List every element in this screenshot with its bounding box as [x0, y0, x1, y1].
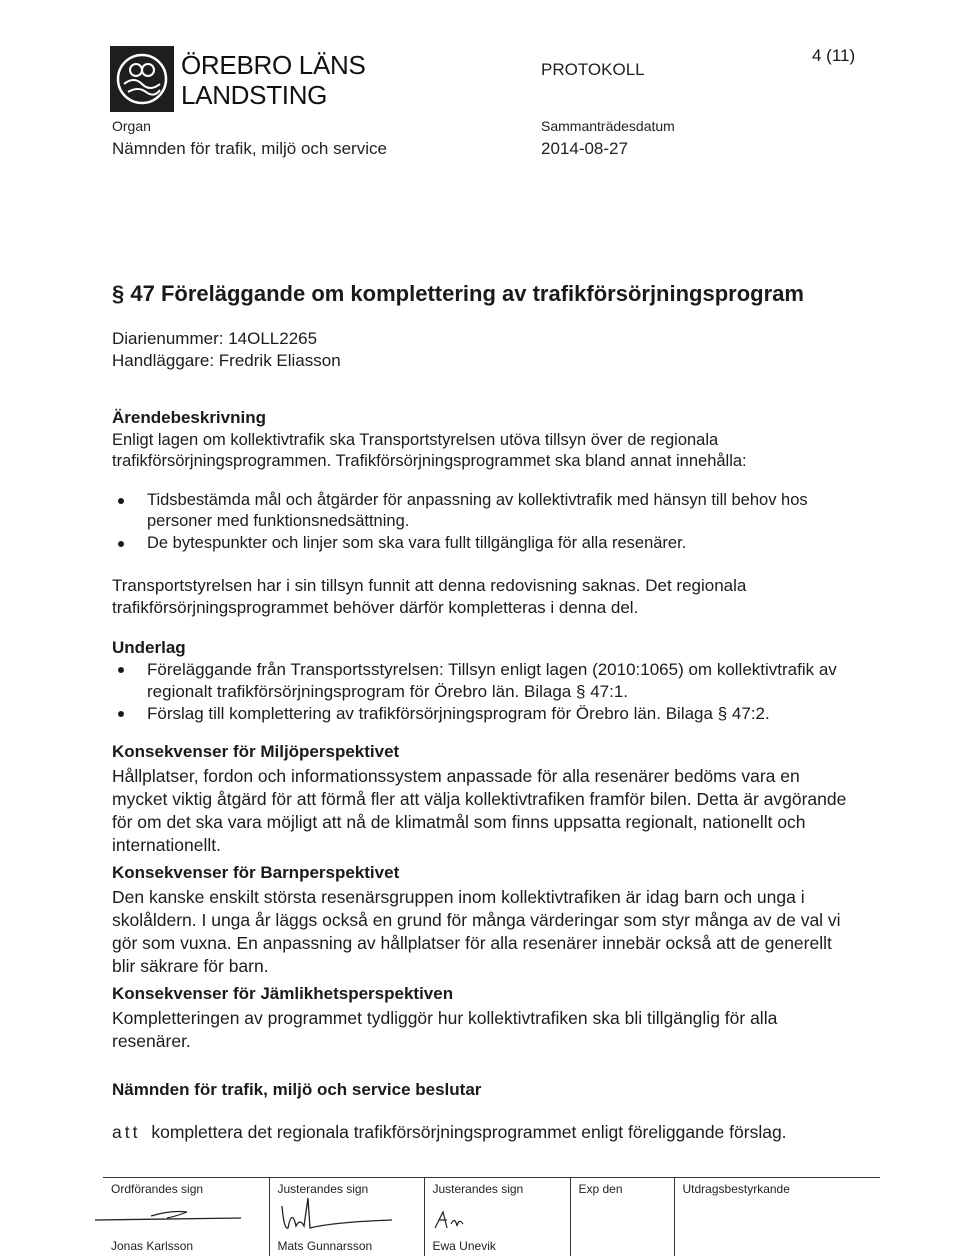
arende-line-2: trafikförsörjningsprogrammen. Trafikförsörjningsprogrammet ska bland annat innehålla:	[112, 452, 747, 470]
jamlikhet-line-2: resenärer.	[112, 1031, 191, 1051]
beslut-text	[112, 1121, 787, 1144]
handlaggare: Handläggare: Fredrik Eliasson	[112, 351, 341, 370]
signature-table	[103, 1177, 880, 1256]
adjuster2-name: Ewa Unevik	[432, 1239, 496, 1253]
beslut-statement: komplettera det regionala trafikförsörjningsprogrammet enligt föreliggande förslag.	[151, 1122, 787, 1142]
barn-heading: Konsekvenser för Barnperspektivet	[112, 863, 400, 882]
miljo-line-3: för om det ska vara möjligt att nå de klimatmål som finns uppsatta regionalt, nationellt och	[112, 812, 806, 832]
date-label: Sammanträdesdatum	[541, 118, 675, 134]
beslut-heading: Nämnden för trafik, miljö och service beslutar	[112, 1080, 482, 1099]
adjuster1-signature-mark	[274, 1188, 404, 1236]
underlag-heading: Underlag	[112, 638, 186, 657]
underlag-b1-line1: Föreläggande från Transportsstyrelsen: Tillsyn enligt lagen (2010:1065) om kollektivtrafik av	[147, 660, 837, 679]
jamlikhet-heading: Konsekvenser för Jämlikhetsperspektiven	[112, 984, 454, 1003]
paragraph-title	[112, 281, 804, 307]
arende-line-1: Enligt lagen om kollektivtrafik ska Transportstyrelsen utöva tillsyn över de regionala	[112, 431, 719, 449]
date-value: 2014-08-27	[541, 139, 628, 158]
landsting-logo	[110, 46, 174, 112]
logo-wordmark	[181, 50, 366, 110]
arende-bullet-2: De bytespunkter och linjer som ska vara fullt tillgängliga för alla resenärer.	[147, 534, 687, 552]
underlag-b2-text: Förslag till komplettering av trafikförsörjningsprogram för Örebro län. Bilaga	[147, 704, 713, 723]
doc-type: PROTOKOLL	[541, 60, 645, 79]
underlag-b2	[147, 703, 770, 725]
barn-line-2: skolåldern. I unga år läggs också en grund för många värderingar som styr många av de val vi	[112, 910, 841, 930]
underlag-b1-text: regionalt trafikförsörjningsprogram för Örebro län. Bilaga	[147, 682, 572, 701]
organ-value: Nämnden för trafik, miljö och service	[112, 139, 387, 158]
barn-line-1: Den kanske enskilt största resenärsgruppen inom kollektivtrafiken är idag barn och unga i	[112, 887, 805, 907]
att-marker: att	[112, 1122, 141, 1142]
adjuster2-sign-label: Justerandes sign	[432, 1182, 524, 1196]
chair-sign-label: Ordförandes sign	[111, 1182, 204, 1196]
logo-text-line2: LANDSTING	[181, 80, 328, 110]
miljo-line-1: Hållplatser, fordon och informationssystem anpassade för alla resenärer bedöms vara en	[112, 766, 800, 786]
miljo-heading: Konsekvenser för Miljöperspektivet	[112, 742, 400, 761]
bullet-dot	[118, 498, 124, 504]
barn-line-4: blir säkrare för barn.	[112, 956, 269, 976]
signature-cell-adjuster-2	[424, 1178, 570, 1256]
section-symbol: §	[576, 682, 586, 701]
jamlikhet-line-1: Kompletteringen av programmet tydliggör hur kollektivtrafiken ska bli tillgänglig för alla	[112, 1008, 778, 1028]
section-symbol: §	[112, 281, 125, 306]
adjuster1-sign-label: Justerandes sign	[277, 1182, 369, 1196]
signature-cell-utdrag	[674, 1178, 880, 1256]
signature-cell-adjuster-1	[269, 1178, 424, 1256]
utdrag-label: Utdragsbestyrkande	[682, 1182, 790, 1196]
logo-emblem-icon	[110, 46, 174, 112]
chair-name: Jonas Karlsson	[111, 1239, 194, 1253]
arende-after-1: Transportstyrelsen har i sin tillsyn funnit att denna redovisning saknas. Det regionala	[112, 576, 747, 595]
signature-cell-exp	[570, 1178, 674, 1256]
arende-bullet-1-line-1: Tidsbestämda mål och åtgärder för anpassning av kollektivtrafik med hänsyn till behov hos	[147, 491, 808, 509]
bullet-dot	[118, 667, 124, 673]
page-number: 4 (11)	[812, 46, 856, 65]
logo-text-line1: ÖREBRO LÄNS	[181, 50, 366, 80]
miljo-line-2: mycket viktig åtgärd för att förmå fler att välja kollektivtrafiken framför bilen. Detta är avgörande	[112, 789, 847, 809]
underlag-b2-ref: 47:2.	[731, 704, 770, 723]
arende-after-2: trafikförsörjningsprogrammet behöver därför kompletteras i denna del.	[112, 598, 639, 617]
diarienummer: Diarienummer: 14OLL2265	[112, 329, 318, 348]
organ-label: Organ	[112, 118, 151, 134]
miljo-line-4: internationellt.	[112, 835, 221, 855]
underlag-b1-line2	[147, 681, 628, 703]
signature-cell-chair	[103, 1178, 269, 1256]
arende-bullet-1-line-2: personer med funktionsnedsättning.	[147, 512, 410, 530]
adjuster2-signature-mark	[431, 1206, 471, 1234]
arendebeskrivning-heading: Ärendebeskrivning	[112, 408, 266, 427]
title-text: 47 Föreläggande om komplettering av trafikförsörjningsprogram	[130, 281, 804, 306]
exp-label: Exp den	[578, 1182, 623, 1196]
barn-line-3: gör som vuxna. En anpassning av hållplatser för alla resenärer innebär också att de generellt	[112, 933, 832, 953]
bullet-dot	[118, 541, 124, 547]
underlag-b1-ref: 47:1.	[590, 682, 629, 701]
bullet-dot	[118, 711, 124, 717]
adjuster1-name: Mats Gunnarsson	[277, 1239, 373, 1253]
section-symbol: §	[717, 704, 728, 723]
chair-signature-mark	[91, 1204, 271, 1226]
